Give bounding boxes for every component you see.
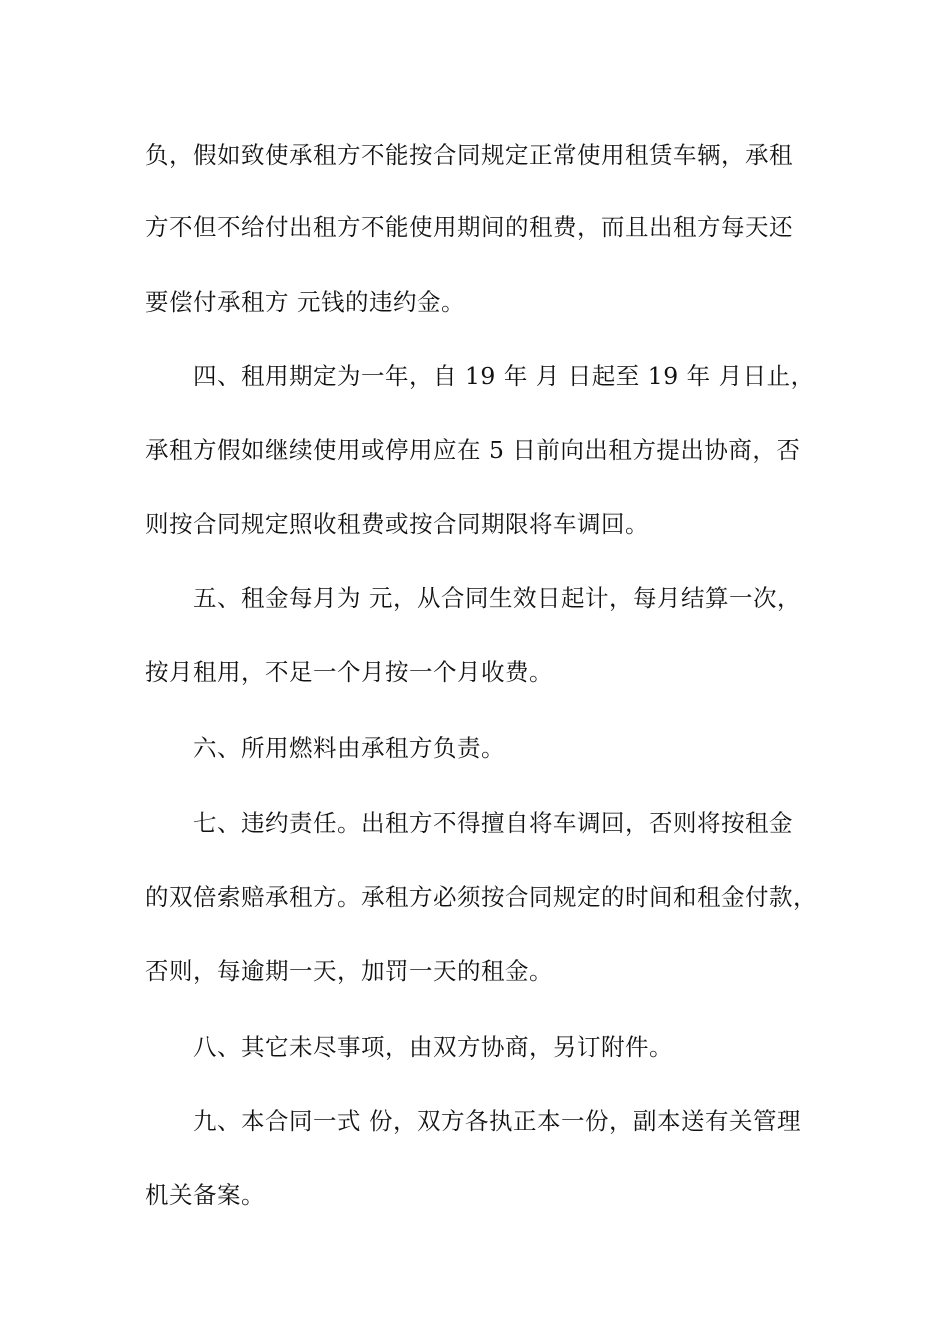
clause-four-line: 四、租用期定为一年，自 19 年 月 日起至 19 年 月日止， [193, 362, 815, 390]
text-line: 承租方假如继续使用或停用应在 5 日前向出租方提出协商，否 [145, 436, 801, 464]
text-line: 的双倍索赔承租方。承租方必须按合同规定的时间和租金付款， [145, 883, 817, 911]
clause-nine-line: 九、本合同一式 份，双方各执正本一份，副本送有关管理 [193, 1107, 801, 1135]
text-line: 否则，每逾期一天，加罚一天的租金。 [145, 957, 553, 985]
text-line: 负，假如致使承租方不能按合同规定正常使用租赁车辆，承租 [145, 141, 793, 169]
text-line: 按月租用，不足一个月按一个月收费。 [145, 658, 553, 686]
text-line: 方不但不给付出租方不能使用期间的租费，而且出租方每天还 [145, 213, 793, 241]
text-line: 要偿付承租方 元钱的违约金。 [145, 288, 465, 316]
clause-seven-line: 七、违约责任。出租方不得擅自将车调回，否则将按租金 [193, 809, 793, 837]
clause-five-line: 五、租金每月为 元，从合同生效日起计，每月结算一次， [193, 584, 801, 612]
clause-eight-line: 八、其它未尽事项，由双方协商，另订附件。 [193, 1033, 673, 1061]
clause-six-line: 六、所用燃料由承租方负责。 [193, 734, 505, 762]
text-line: 机关备案。 [145, 1181, 265, 1209]
text-line: 则按合同规定照收租费或按合同期限将车调回。 [145, 510, 649, 538]
